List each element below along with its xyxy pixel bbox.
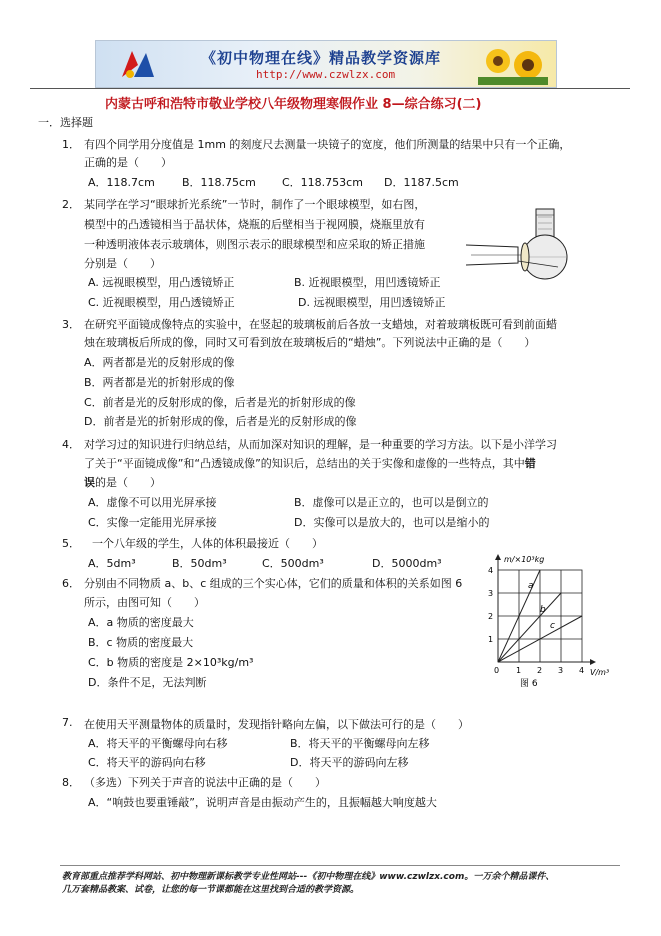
q7-text-line1: 在使用天平测量物体的质量时，发现指针略向左偏，以下做法可行的是（ ） <box>84 718 469 731</box>
label-c: c <box>550 621 555 631</box>
q2-option-d[interactable]: D. 远视眼模型，用凹透镜矫正 <box>298 296 446 309</box>
q7-option-d[interactable]: D．将天平的游码向左移 <box>290 756 409 769</box>
q2-text-line2: 模型中的凸透镜相当于晶状体，烧瓶的后壁相当于视网膜，烧瓶里放有 <box>84 218 425 231</box>
q6-text-line2: 所示，由图可知（ ） <box>84 596 205 609</box>
q6-option-a[interactable]: A．a 物质的密度最大 <box>88 616 194 629</box>
site-logo-icon <box>118 47 158 81</box>
q4-number: 4． <box>62 438 80 451</box>
x-tick-2: 2 <box>537 666 543 675</box>
q1-option-a[interactable]: A．118.7cm <box>88 176 155 189</box>
banner-url[interactable]: http://www.czwlzx.com <box>256 68 396 81</box>
q7-option-a[interactable]: A．将天平的平衡螺母向右移 <box>88 737 228 750</box>
figure6-caption: 图 6 <box>520 679 538 689</box>
q2-option-c[interactable]: C. 近视眼模型，用凸透镜矫正 <box>88 296 235 309</box>
q3-option-b[interactable]: B．两者都是光的折射形成的像 <box>84 376 235 389</box>
q6-option-c[interactable]: C．b 物质的密度是 2×10³kg/m³ <box>88 656 254 669</box>
q4-text-line2 <box>84 455 536 471</box>
figure6-ylabel: m/×10³kg <box>504 555 545 564</box>
q1-text-line2: 正确的是（ ） <box>84 156 172 169</box>
x-tick-3: 3 <box>558 666 564 675</box>
q3-option-c[interactable]: C．前者是光的反射形成的像，后者是光的折射形成的像 <box>84 396 356 409</box>
x-tick-0: 0 <box>494 666 500 675</box>
q3-option-a[interactable]: A．两者都是光的反射形成的像 <box>84 356 235 369</box>
q1-text-line1: 有四个同学用分度值是 1mm 的刻度尺去测量一块镜子的宽度，他们所测量的结果中只有一个正确， <box>84 138 571 151</box>
x-tick-1: 1 <box>516 666 522 675</box>
q6-option-b[interactable]: B．c 物质的密度最大 <box>88 636 194 649</box>
header-banner <box>95 40 557 88</box>
q4-option-a[interactable]: A．虚像不可以用光屏承接 <box>88 496 217 509</box>
x-tick-4: 4 <box>579 666 585 675</box>
q1-number: 1． <box>62 138 80 151</box>
q5-number: 5． <box>62 537 80 550</box>
q7-number: 7. <box>62 716 73 729</box>
q4-text-line2-main: 了关于“平面镜成像”和“凸透镜成像”的知识后，总结出的关于实像和虚像的一些特点，其中 <box>84 457 525 470</box>
label-a: a <box>528 581 534 591</box>
q3-text-line1: 在研究平面镜成像特点的实验中，在竖起的玻璃板前后各放一支蜡烛，对着玻璃板既可看到前面蜡 <box>84 318 557 331</box>
q4-option-c[interactable]: C．实像一定能用光屏承接 <box>88 516 217 529</box>
q3-option-d[interactable]: D．前者是光的折射形成的像，后者是光的反射形成的像 <box>84 415 357 428</box>
q6-text-line1: 分别由不同物质 a、b、c 组成的三个实心体，它们的质量和体积的关系如图 6 <box>84 577 463 590</box>
q5-option-b[interactable]: B．50dm³ <box>172 557 227 570</box>
q4-emphasis-wu: 误 <box>84 476 95 489</box>
header-rule <box>30 88 630 89</box>
q6-option-d[interactable]: D．条件不足，无法判断 <box>88 676 207 689</box>
y-tick-4: 4 <box>488 566 494 575</box>
q4-text-line3 <box>84 474 161 490</box>
banner-title: 《初中物理在线》精品教学资源库 <box>201 49 442 67</box>
q2-option-a[interactable]: A. 远视眼模型，用凸透镜矫正 <box>88 276 235 289</box>
eye-model-figure <box>466 205 596 285</box>
q8-number: 8． <box>62 776 80 789</box>
q2-text-line4: 分别是（ ） <box>84 257 161 270</box>
q5-option-a[interactable]: A．5dm³ <box>88 557 136 570</box>
q1-option-c[interactable]: C．118.753cm <box>282 176 363 189</box>
q3-number: 3． <box>62 318 80 331</box>
q6-number: 6． <box>62 577 80 590</box>
q2-text-line1: 某同学在学习“眼球折光系统”一节时，制作了一个眼球模型，如右图， <box>84 198 426 211</box>
q4-emphasis-cuo: 错 <box>524 457 536 470</box>
q3-text-line2: 烛在玻璃板后所成的像，同时又可看到放在玻璃板后的“蜡烛”。下列说法中正确的是（ ） <box>84 336 536 349</box>
q2-option-b[interactable]: B. 近视眼模型，用凹透镜矫正 <box>294 276 441 289</box>
q7-option-c[interactable]: C．将天平的游码向右移 <box>88 756 206 769</box>
q8-option-a[interactable]: A．“响鼓也要重锤敲”，说明声音是由振动产生的，且振幅越大响度越大 <box>88 796 437 809</box>
label-b: b <box>540 605 546 615</box>
sunflower-icon <box>478 43 548 85</box>
page-title: 内蒙古呼和浩特市敬业学校八年级物理寒假作业 8—综合练习(二) <box>105 97 482 112</box>
q2-number: 2． <box>62 198 80 211</box>
q5-text-line1: 一个八年级的学生，人体的体积最接近（ ） <box>92 537 323 550</box>
footer-line1: 教育部重点推荐学科网站、初中物理新课标教学专业性网站---《初中物理在线》www.czwlzx.com。一万余个精品课件、 <box>62 872 555 882</box>
figure6-graph <box>482 552 617 690</box>
y-tick-3: 3 <box>488 589 494 598</box>
q5-option-c[interactable]: C．500dm³ <box>262 557 324 570</box>
footer-line2: 几万套精品教案、试卷，让您的每一节课都能在这里找到合适的教学资源。 <box>62 885 360 895</box>
q1-option-d[interactable]: D．1187.5cm <box>384 176 459 189</box>
q2-text-line3: 一种透明液体表示玻璃体，则图示表示的眼球模型和应采取的矫正措施 <box>84 238 425 251</box>
q4-text-line3-main: 的是（ ） <box>95 476 161 489</box>
footer-rule <box>60 865 620 866</box>
figure6-xlabel: V/m³ <box>590 668 610 677</box>
q4-option-d[interactable]: D．实像可以是放大的，也可以是缩小的 <box>294 516 490 529</box>
y-tick-2: 2 <box>488 612 494 621</box>
q5-option-d[interactable]: D．5000dm³ <box>372 557 442 570</box>
q7-option-b[interactable]: B．将天平的平衡螺母向左移 <box>290 737 430 750</box>
y-tick-1: 1 <box>488 635 494 644</box>
q8-text-line1: （多选）下列关于声音的说法中正确的是（ ） <box>84 776 326 789</box>
q4-text-line1: 对学习过的知识进行归纳总结，从而加深对知识的理解，是一种重要的学习方法。以下是小洋学习 <box>84 438 557 451</box>
q1-option-b[interactable]: B．118.75cm <box>182 176 256 189</box>
section-heading: 一．选择题 <box>38 116 93 129</box>
q4-option-b[interactable]: B．虚像可以是正立的，也可以是倒立的 <box>294 496 489 509</box>
